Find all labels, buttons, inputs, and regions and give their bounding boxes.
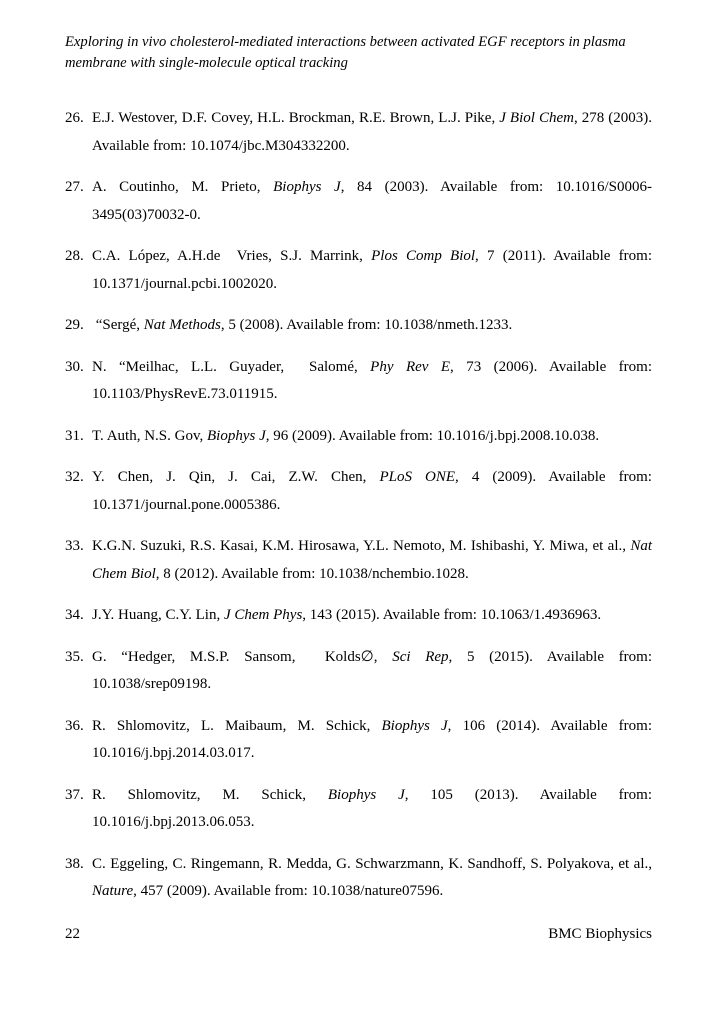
journal-name: Biophys J xyxy=(207,427,266,444)
reference-item xyxy=(65,782,652,837)
reference-citation: , 278 (2003). Available from: 10.1074/jbc.M304332200. xyxy=(92,110,652,154)
journal-name: Biophys J xyxy=(327,786,405,803)
reference-authors: C. Eggeling, C. Ringemann, R. Medda, G. Schwarzmann, K. Sandhoff, S. Polyakova, et al., xyxy=(92,855,652,872)
reference-authors: R. Shlomovitz, L. Maibaum, M. Schick, xyxy=(92,717,382,734)
journal-name: Sci Rep xyxy=(392,648,449,665)
reference-number: 33. xyxy=(65,538,84,554)
reference-authors: C.A. López, A.H.de Vries, S.J. Marrink, xyxy=(92,248,372,264)
reference-citation: , 96 (2009). Available from: 10.1016/j.bpj.2008.10.038. xyxy=(265,427,600,444)
reference-item xyxy=(65,644,652,699)
reference-number: 26. xyxy=(65,110,84,126)
journal-name: Nat Chem Biol xyxy=(92,538,652,582)
journal-name: Plos Comp Biol xyxy=(371,248,476,264)
reference-authors: Y. Chen, J. Qin, J. Cai, Z.W. Chen, xyxy=(92,469,380,485)
reference-authors: K.G.N. Suzuki, R.S. Kasai, K.M. Hirosawa, Y.L. Nemoto, M. Ishibashi, Y. Miwa, et al., xyxy=(92,538,631,554)
reference-authors: E.J. Westover, D.F. Covey, H.L. Brockman, R.E. Brown, L.J. Pike, xyxy=(92,110,500,126)
reference-authors: T. Auth, N.S. Gov, xyxy=(92,427,208,444)
reference-number: 37. xyxy=(65,786,84,803)
reference-item xyxy=(65,243,652,298)
reference-citation: , 5 (2008). Available from: 10.1038/nmeth.1233. xyxy=(220,317,513,333)
running-head-line-1: Exploring in vivo cholesterol-mediated interactions between activated EGF receptors in plasma xyxy=(65,34,626,50)
reference-number: 32. xyxy=(65,469,84,485)
reference-number: 34. xyxy=(65,607,84,623)
reference-citation: , 457 (2009). Available from: 10.1038/nature07596. xyxy=(133,883,444,899)
reference-authors: “Sergé, xyxy=(92,317,144,333)
reference-citation: , 4 (2009). Available from: 10.1371/journal.pone.0005386. xyxy=(92,469,652,513)
reference-number: 28. xyxy=(65,248,84,264)
running-head-line-2: membrane with single-molecule optical tracking xyxy=(65,55,348,71)
reference-citation: , 105 (2013). Available from: 10.1016/j.bpj.2013.06.053. xyxy=(92,786,652,830)
reference-citation: , 84 (2003). Available from: 10.1016/S0006-3495(03)70032-0. xyxy=(92,179,653,223)
journal-name: J Chem Phys xyxy=(223,607,303,623)
running-head-title xyxy=(65,32,665,74)
reference-authors: N. “Meilhac, L.L. Guyader, Salomé, xyxy=(92,358,371,375)
reference-item xyxy=(65,423,652,451)
reference-item xyxy=(65,602,652,630)
reference-item xyxy=(65,713,652,768)
reference-item xyxy=(65,312,652,340)
reference-authors: G. “Hedger, M.S.P. Sansom, Kolds∅, xyxy=(92,648,393,665)
reference-citation: , 143 (2015). Available from: 10.1063/1.4936963. xyxy=(302,607,602,623)
reference-number: 35. xyxy=(65,648,84,665)
reference-authors: R. Shlomovitz, M. Schick, xyxy=(92,786,328,803)
page-footer xyxy=(65,925,652,943)
page-number: 22 xyxy=(65,926,80,942)
reference-authors: A. Coutinho, M. Prieto, xyxy=(92,179,274,195)
journal-name: J Biol Chem xyxy=(499,110,574,126)
reference-number: 30. xyxy=(65,358,84,375)
journal-name: Phy Rev E xyxy=(370,358,451,375)
reference-item xyxy=(65,464,652,519)
journal-name: Biophys J xyxy=(273,179,341,195)
reference-item xyxy=(65,174,652,229)
reference-number: 38. xyxy=(65,855,84,872)
reference-authors: J.Y. Huang, C.Y. Lin, xyxy=(92,607,224,623)
reference-item xyxy=(65,105,652,160)
journal-name: Nature xyxy=(92,883,134,899)
reference-citation: , 73 (2006). Available from: 10.1103/PhysRevE.73.011915. xyxy=(92,358,652,402)
reference-number: 27. xyxy=(65,179,84,195)
footer-journal-name: BMC Biophysics xyxy=(548,926,652,942)
reference-list xyxy=(65,105,652,906)
reference-citation: , 5 (2015). Available from: 10.1038/srep09198. xyxy=(92,648,652,692)
reference-item xyxy=(65,851,652,906)
reference-item xyxy=(65,533,652,588)
reference-number: 31. xyxy=(65,427,84,444)
journal-name: PLoS ONE xyxy=(379,469,456,485)
reference-citation: , 7 (2011). Available from: 10.1371/journal.pcbi.1002020. xyxy=(92,248,652,292)
reference-citation: , 8 (2012). Available from: 10.1038/nchembio.1028. xyxy=(155,565,469,582)
reference-number: 36. xyxy=(65,717,84,734)
journal-name: Biophys J xyxy=(381,717,448,734)
reference-citation: , 106 (2014). Available from: 10.1016/j.bpj.2014.03.017. xyxy=(92,717,653,761)
journal-name: Nat Methods xyxy=(143,317,221,333)
reference-number: 29. xyxy=(65,317,84,333)
reference-item xyxy=(65,354,652,409)
